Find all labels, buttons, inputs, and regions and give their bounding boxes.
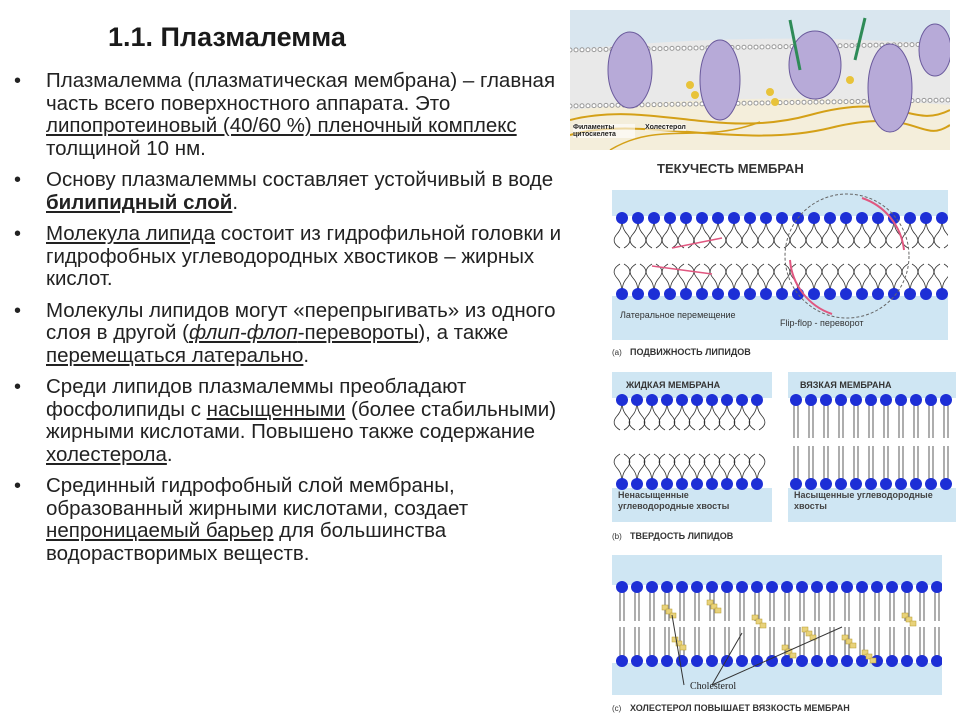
bullet-item [12, 300, 584, 368]
lipid-head [574, 48, 578, 52]
lipid-head [616, 212, 628, 224]
lipid-head [840, 212, 852, 224]
lipid-head [856, 212, 868, 224]
lipid-head [790, 478, 802, 490]
lipid-head [754, 45, 758, 49]
lipid-head [658, 103, 662, 107]
lipid-head [604, 47, 608, 51]
text-run-underlined: холестерола [46, 442, 167, 466]
lipid-head [790, 100, 794, 104]
lipid-head [781, 581, 793, 593]
lipid-head [748, 45, 752, 49]
lipid-head [646, 394, 658, 406]
lipid-head [850, 478, 862, 490]
text-run-bold-underlined: билипидный слой [46, 190, 233, 214]
figure-heading: ТЕКУЧЕСТЬ МЕМБРАН [657, 161, 804, 176]
lipid-head [646, 581, 658, 593]
lipid-head [688, 46, 692, 50]
label-cholesterol: Cholesterol [690, 681, 737, 692]
lipid-head [570, 104, 572, 108]
panel-cholesterol-viscosity [612, 555, 952, 717]
lipid-head [838, 100, 842, 104]
lipid-head [652, 47, 656, 51]
lipid-head [721, 581, 733, 593]
bullet-item [12, 475, 584, 565]
lipid-head [835, 394, 847, 406]
caption-c: ХОЛЕСТЕРОЛ ПОВЫШАЕТ ВЯЗКОСТЬ МЕМБРАН [630, 703, 850, 713]
label-cholesterol-top: Холестерол [645, 124, 686, 131]
lipid-head [910, 478, 922, 490]
lipid-head [744, 288, 756, 300]
lipid-head [936, 212, 948, 224]
lipid-head [865, 478, 877, 490]
lipid-head [631, 478, 643, 490]
caption-b: ТВЕРДОСТЬ ЛИПИДОВ [630, 531, 734, 541]
lipid-head [648, 288, 660, 300]
lipid-head [736, 45, 740, 49]
lipid-head [680, 288, 692, 300]
lipid-head [790, 394, 802, 406]
label-viscous-membrane: ВЯЗКАЯ МЕМБРАНА [800, 380, 892, 390]
lipid-head [652, 103, 656, 107]
slide-title: 1.1. Плазмалемма [108, 22, 346, 52]
bullet-dot: • [14, 223, 22, 245]
lipid-head [706, 581, 718, 593]
lipid-head [592, 104, 596, 108]
lipid-head [901, 581, 913, 593]
lipid-head [712, 288, 724, 300]
bullet-text [46, 375, 556, 466]
cholesterol-ring [910, 621, 916, 626]
lipid-head [670, 102, 674, 106]
lipid-head [820, 100, 824, 104]
lipid-head [886, 581, 898, 593]
lipid-head [742, 101, 746, 105]
lipid-head [820, 478, 832, 490]
lipid-head [751, 581, 763, 593]
label-lateral: Латеральное перемещение [620, 310, 736, 320]
lipid-head [646, 655, 658, 667]
lipid-head [841, 581, 853, 593]
lipid-head [760, 288, 772, 300]
text-run-underlined: липопротеиновый (40/60 %) пленочный комплекс [46, 114, 517, 137]
lipid-head [616, 394, 628, 406]
lipid-head [840, 288, 852, 300]
lipid-head [934, 98, 938, 102]
lipid-head [682, 46, 686, 50]
text-run-underlined: Молекула липида [46, 222, 216, 245]
lipid-head [574, 104, 578, 108]
lipid-head [940, 98, 944, 102]
text-run: Плазмалемма (плазматическая мембрана) – главная часть всего поверхностного аппарата. Это [46, 69, 556, 115]
lipid-head [814, 100, 818, 104]
lipid-head [910, 394, 922, 406]
lipid-head [784, 45, 788, 49]
lipid-head [880, 394, 892, 406]
lipid-head [832, 100, 836, 104]
lipid-head [865, 394, 877, 406]
cholesterol-ring [790, 653, 796, 658]
lipid-head [664, 288, 676, 300]
lipid-head [776, 212, 788, 224]
label-saturated: Насыщенные углеводородные хвосты [794, 490, 933, 511]
text-run-underlined: -перевороты [297, 321, 419, 344]
lipid-head [802, 100, 806, 104]
text-run: для большинства водорастворимых веществ. [46, 519, 447, 565]
lipid-head [736, 394, 748, 406]
lipid-head [616, 288, 628, 300]
lipid-head [736, 655, 748, 667]
lipid-head [880, 478, 892, 490]
lipid-head [706, 394, 718, 406]
caption-a-letter: (a) [612, 348, 622, 357]
lipid-head [766, 101, 770, 105]
lipid-head [736, 581, 748, 593]
lipid-head [661, 581, 673, 593]
lipid-head [616, 478, 628, 490]
membrane-3d-illustration [570, 10, 950, 150]
bullet-dot: • [14, 169, 22, 191]
lipid-head [676, 478, 688, 490]
bullet-dot: • [14, 475, 22, 497]
text-run: . [166, 442, 173, 466]
lipid-head [631, 581, 643, 593]
text-run-underlined: непроницаемый барьер [46, 519, 274, 542]
lipid-head [712, 212, 724, 224]
panel-c-svg [612, 555, 942, 695]
lipid-head [895, 394, 907, 406]
text-run: состоит из гидрофильной головки и гидрофобных углеводородных хвостиков – жирных кислот. [46, 222, 562, 290]
lipid-head [916, 581, 928, 593]
lipid-head [610, 103, 614, 107]
lipid-head [874, 43, 878, 47]
cholesterol-ring [680, 645, 686, 650]
lipid-head [664, 46, 668, 50]
lipid-head [736, 478, 748, 490]
lipid-head [784, 101, 788, 105]
lipid-head [646, 103, 650, 107]
bullet-dot: • [14, 70, 22, 92]
lipid-head [661, 478, 673, 490]
lipid-head [776, 288, 788, 300]
lipid-head [888, 288, 900, 300]
lipid-head [796, 581, 808, 593]
lipid-head [760, 101, 764, 105]
lipid-head [664, 102, 668, 106]
lipid-head [925, 478, 937, 490]
lipid-head [850, 100, 854, 104]
lipid-head [744, 212, 756, 224]
text-run: толщиной 10 нм. [46, 136, 206, 160]
lipid-head [916, 655, 928, 667]
lipid-head [632, 212, 644, 224]
lipid-head [751, 394, 763, 406]
lipid-head [616, 655, 628, 667]
text-run: . [303, 343, 310, 367]
lipid-head [706, 655, 718, 667]
lipid-head [862, 43, 866, 47]
cholesterol-ring [670, 613, 676, 618]
lipid-head [872, 288, 884, 300]
lipid-head [856, 288, 868, 300]
lipid-head [664, 212, 676, 224]
lipid-head [928, 98, 932, 102]
lipid-head [696, 212, 708, 224]
cholesterol-ring [850, 643, 856, 648]
lipid-head [946, 98, 950, 102]
lipid-head [805, 478, 817, 490]
cholesterol-ring [715, 608, 721, 613]
label-liquid-membrane: ЖИДКАЯ МЕМБРАНА [626, 380, 721, 390]
lipid-head [676, 46, 680, 50]
lipid-head [916, 99, 920, 103]
lipid-head [670, 46, 674, 50]
lipid-head [824, 288, 836, 300]
lipid-head [742, 45, 746, 49]
lipid-head [811, 581, 823, 593]
lipid-head [721, 478, 733, 490]
lipid-head [570, 48, 572, 52]
lipid-head [691, 581, 703, 593]
lipid-head [904, 288, 916, 300]
lipid-head [631, 655, 643, 667]
cholesterol-ring [760, 623, 766, 628]
lipid-head [920, 212, 932, 224]
lipid-head [826, 655, 838, 667]
lipid-head [910, 43, 914, 47]
text-run: (более стабильными) жирными кислотами. Повышено также содержание [46, 397, 557, 443]
bullet-dot: • [14, 299, 22, 322]
text-run: . [232, 190, 239, 214]
lipid-head [580, 104, 584, 108]
text-run-italic-underlined: флип-флоп [189, 321, 298, 344]
lipid-head [838, 44, 842, 48]
lipid-head [691, 655, 703, 667]
lipid-head [940, 394, 952, 406]
lipid-head [604, 103, 608, 107]
lipid-head [826, 100, 830, 104]
lipid-head [936, 288, 948, 300]
lipid-head [632, 288, 644, 300]
lipid-head [676, 581, 688, 593]
lipid-head [694, 102, 698, 106]
bullet-item [12, 223, 584, 291]
lipid-head [856, 99, 860, 103]
lipid-head [592, 48, 596, 52]
text-run-underlined: перемещаться латерально [46, 343, 304, 367]
lipid-head [721, 394, 733, 406]
lipid-head [922, 98, 926, 102]
lipid-head [904, 212, 916, 224]
lipid-head [760, 45, 764, 49]
lipid-head [728, 288, 740, 300]
lipid-head [598, 104, 602, 108]
caption-a: ПОДВИЖНОСТЬ ЛИПИДОВ [630, 347, 751, 357]
lipid-head [820, 394, 832, 406]
lipid-head [586, 48, 590, 52]
lipid-head [631, 394, 643, 406]
caption-c-letter: (c) [612, 704, 622, 713]
lipid-head [648, 212, 660, 224]
bullet-dot: • [14, 376, 22, 398]
lipid-head [676, 655, 688, 667]
text-run: Среди липидов плазмалеммы преобладают фосфолипиды с [46, 375, 467, 421]
cholesterol-ring [870, 658, 876, 663]
lipid-head [721, 655, 733, 667]
lipid-head [886, 655, 898, 667]
lipid-head [844, 100, 848, 104]
lipid-head [766, 581, 778, 593]
lipid-head [824, 212, 836, 224]
lipid-head [691, 478, 703, 490]
lipid-head [688, 102, 692, 106]
lipid-head [826, 581, 838, 593]
bullet-item [12, 70, 584, 160]
text-run: Срединный гидрофобный слой мембраны, образованный жирными кислотами, создает [46, 474, 469, 520]
bullet-text [46, 474, 468, 565]
lipid-head [676, 102, 680, 106]
lipid-head [805, 394, 817, 406]
label-flipflop: Flip-flop - переворот [780, 318, 864, 328]
lipid-head [694, 46, 698, 50]
lipid-head [661, 394, 673, 406]
lipid-head [808, 212, 820, 224]
lipid-head [778, 45, 782, 49]
lipid-head [661, 655, 673, 667]
lipid-head [868, 43, 872, 47]
lipid-head [808, 288, 820, 300]
lipid-head [895, 478, 907, 490]
lipid-head [841, 655, 853, 667]
caption-b-letter: (b) [612, 532, 622, 541]
lipid-head [904, 43, 908, 47]
panel-lipid-mobility [612, 190, 948, 358]
lipid-head [901, 655, 913, 667]
bullet-item [12, 169, 584, 214]
lipid-head [808, 100, 812, 104]
label-filaments: Филаменты цитоскелета [573, 124, 635, 138]
lipid-head [691, 394, 703, 406]
bullet-text [46, 299, 556, 367]
lipid-head [706, 478, 718, 490]
lipid-head [811, 655, 823, 667]
lipid-head [700, 46, 704, 50]
text-run: Молекулы липидов могут «перепрыгивать» из одного слоя в другой ( [46, 298, 556, 344]
lipid-head [844, 44, 848, 48]
lipid-head [856, 581, 868, 593]
bullet-text [46, 69, 555, 160]
lipid-head [850, 394, 862, 406]
lipid-head [658, 47, 662, 51]
lipid-head [940, 478, 952, 490]
label-unsaturated: Ненасыщенные углеводородные хвосты [618, 490, 730, 511]
lipid-head [580, 48, 584, 52]
lipid-head [680, 212, 692, 224]
bullet-list [12, 70, 584, 574]
lipid-head [682, 102, 686, 106]
bullet-text [46, 168, 553, 214]
lipid-head [871, 581, 883, 593]
lipid-head [796, 655, 808, 667]
lipid-head [586, 104, 590, 108]
lipid-head [676, 394, 688, 406]
lipid-head [925, 394, 937, 406]
lipid-head [696, 288, 708, 300]
lipid-head [850, 44, 854, 48]
lipid-head [728, 212, 740, 224]
bullet-text [46, 222, 561, 290]
lipid-head [772, 45, 776, 49]
lipid-head [898, 43, 902, 47]
lipid-head [616, 581, 628, 593]
text-run-underlined: насыщенными [206, 397, 346, 421]
lipid-head [920, 288, 932, 300]
lipid-head [796, 100, 800, 104]
text-run: ), а также [418, 321, 509, 344]
lipid-head [751, 478, 763, 490]
panel-lipid-hardness [612, 372, 957, 542]
lipid-head [598, 48, 602, 52]
lipid-head [872, 212, 884, 224]
lipid-head [862, 99, 866, 103]
lipid-head [835, 478, 847, 490]
lipid-head [766, 45, 770, 49]
text-run: Основу плазмалеммы составляет устойчивый в воде [46, 168, 554, 191]
lipid-head [754, 101, 758, 105]
lipid-head [646, 478, 658, 490]
lipid-head [760, 212, 772, 224]
bullet-item [12, 376, 584, 466]
lipid-head [748, 101, 752, 105]
